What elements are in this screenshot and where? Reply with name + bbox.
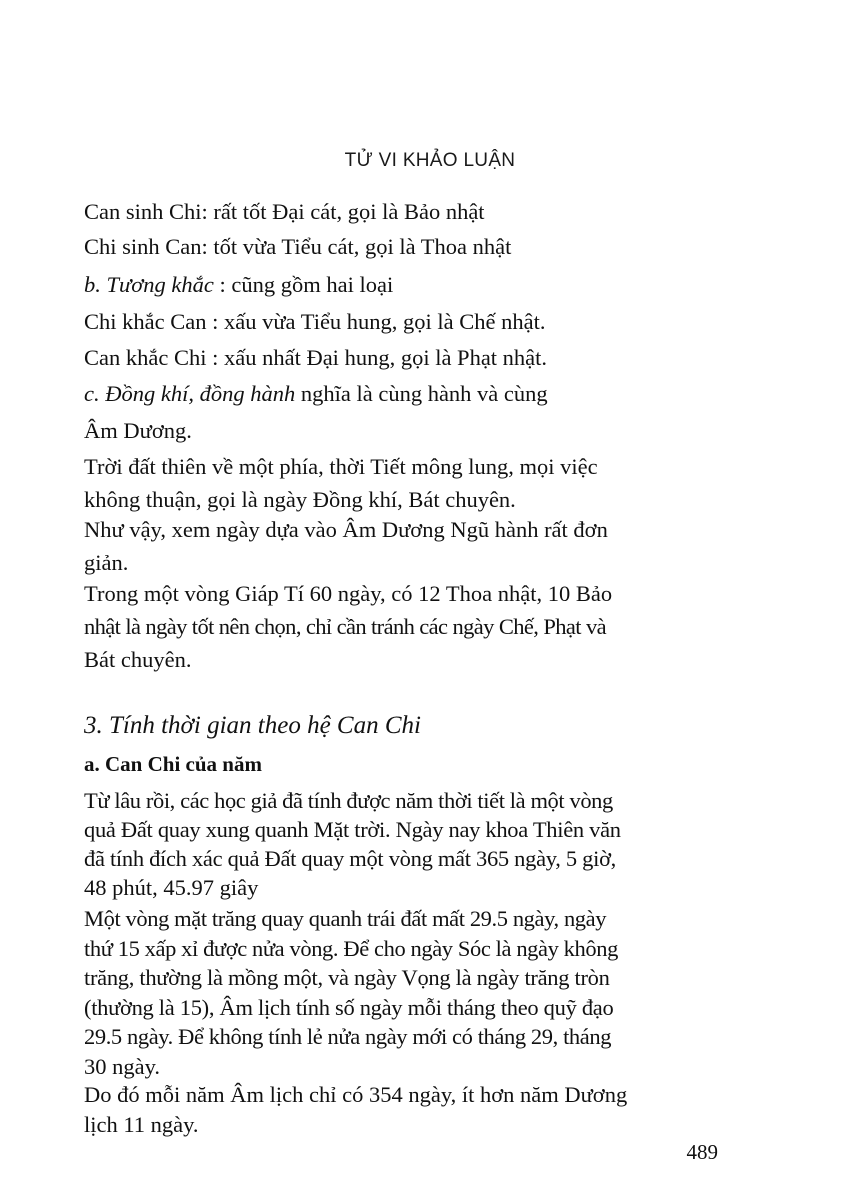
line-chi-khac-can: [84, 304, 724, 339]
text-line: Do đó mỗi năm Âm lịch chỉ có 354 ngày, ít hơn năm Dương: [84, 1082, 628, 1107]
text-line: [84, 267, 724, 302]
text-line: đã tính đích xác quả Đất quay một vòng mất 365 ngày, 5 giờ,: [84, 846, 617, 871]
text-line: Bát chuyên.: [84, 647, 192, 672]
text-line: Can sinh Chi: rất tốt Đại cát, gọi là Bảo nhật: [84, 199, 485, 224]
paragraph-nam-thoi-tiet: [84, 786, 724, 902]
page-number: 489: [686, 1140, 718, 1164]
text-line: Chi khắc Can : xấu vừa Tiểu hung, gọi là Chế nhật.: [84, 309, 546, 334]
line-tuong-khac: [84, 267, 724, 302]
text-line: không thuận, gọi là ngày Đồng khí, Bát chuyên.: [84, 487, 516, 512]
text-fragment: nghĩa là cùng hành và cùng: [295, 381, 548, 406]
text-line: 48 phút, 45.97 giây: [84, 875, 259, 900]
paragraph-xem-ngay: [84, 513, 724, 579]
text-line: Âm Dương.: [84, 418, 192, 443]
text-line: Từ lâu rồi, các học giả đã tính được năm thời tiết là một vòng: [84, 788, 613, 813]
paragraph-mat-trang: [84, 904, 724, 1081]
text-line: Trời đất thiên về một phía, thời Tiết mông lung, mọi việc: [84, 454, 598, 479]
text-line: (thường là 15), Âm lịch tính số ngày mỗi tháng theo quỹ đạo: [84, 994, 614, 1020]
text-line: 30 ngày.: [84, 1053, 161, 1079]
text-line: thứ 15 xấp xỉ được nửa vòng. Để cho ngày Sóc là ngày không: [84, 935, 618, 961]
text-line: nhật là ngày tốt nên chọn, chỉ cần tránh các ngày Chế, Phạt và: [84, 614, 606, 639]
text-line: Như vậy, xem ngày dựa vào Âm Dương Ngũ hành rất đơn: [84, 517, 608, 542]
text-line: Chi sinh Can: tốt vừa Tiểu cát, gọi là Thoa nhật: [84, 234, 512, 259]
running-header: TỬ VI KHẢO LUẬN: [344, 150, 516, 171]
line-dong-khi: [84, 376, 724, 411]
term-dong-khi: c. Đồng khí, đồng hành: [84, 381, 296, 406]
line-can-sinh-chi: [84, 194, 724, 229]
line-chi-sinh-can: [84, 229, 724, 264]
line-can-khac-chi: [84, 340, 724, 375]
text-line: lịch 11 ngày.: [84, 1112, 199, 1137]
line-am-duong: [84, 413, 724, 448]
text-line: 29.5 ngày. Để không tính lẻ nửa ngày mới có tháng 29, tháng: [84, 1024, 612, 1049]
text-fragment: : cũng gồm hai loại: [213, 272, 394, 297]
text-line: quả Đất quay xung quanh Mặt trời. Ngày nay khoa Thiên văn: [84, 817, 621, 842]
text-line: giản.: [84, 550, 129, 575]
term-tuong-khac: b. Tương khắc: [84, 272, 214, 297]
text-line: trăng, thường là mồng một, và ngày Vọng là ngày trăng tròn: [84, 965, 610, 990]
section-title: 3. Tính thời gian theo hệ Can Chi: [84, 712, 421, 739]
text-line: Trong một vòng Giáp Tí 60 ngày, có 12 Thoa nhật, 10 Bảo: [84, 581, 613, 606]
paragraph-am-lich: [84, 1080, 724, 1140]
text-line: Một vòng mặt trăng quay quanh trái đất mất 29.5 ngày, ngày: [84, 906, 607, 931]
text-line: Can khắc Chi : xấu nhất Đại hung, gọi là Phạt nhật.: [84, 345, 548, 370]
subsection-title: a. Can Chi của năm: [84, 752, 262, 776]
paragraph-giap-ti: [84, 577, 724, 676]
text-line: [84, 376, 724, 411]
paragraph-dong-khi-bat-chuyen: [84, 450, 724, 516]
